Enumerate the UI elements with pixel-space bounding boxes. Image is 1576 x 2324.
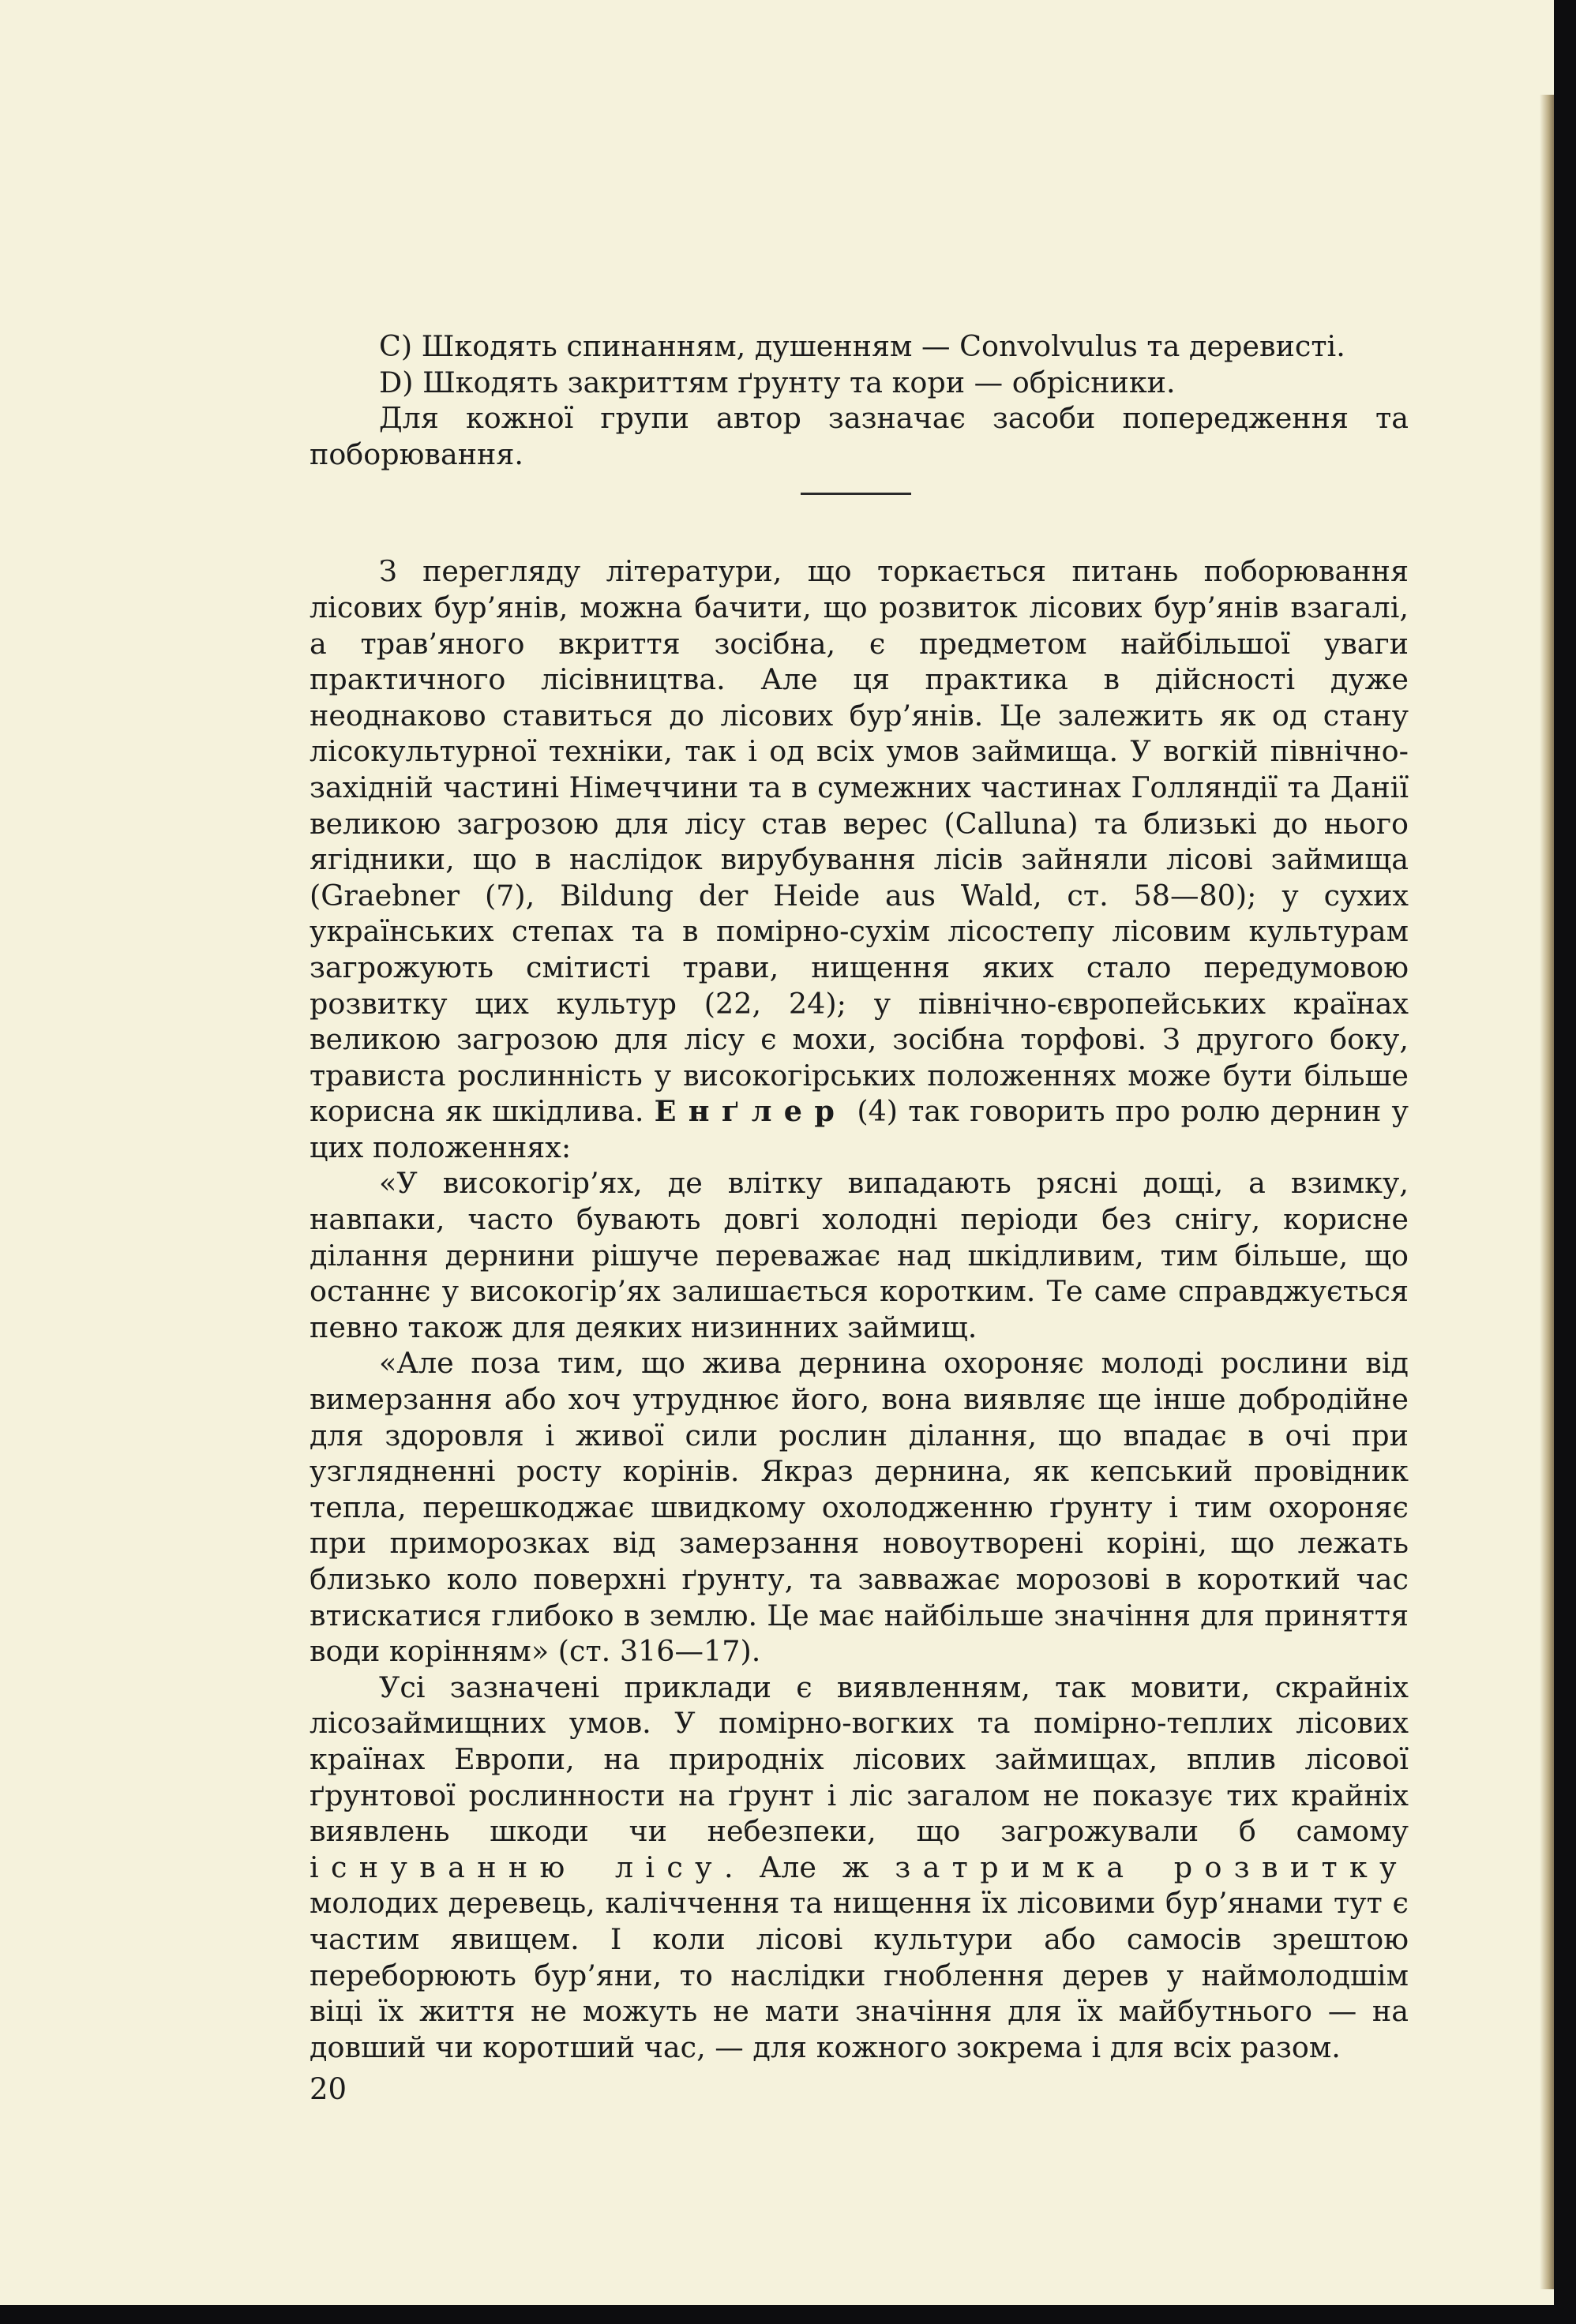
page-number: 20 bbox=[310, 2072, 347, 2106]
literature-review-paragraph bbox=[310, 553, 1409, 1165]
conclusion-text-a: Усі зазначені приклади є виявленням, так мовити, скрайніх лісозаймищних умов. У помірно-вогких та помірно-теплих лісових країнах Европи, на природніх лісових займищах, вплив лісової ґрунтової рослинности на ґрунт і ліс загалом не показує тих крайніх виявлень шкоди чи небезпеки, що загрожували б самому bbox=[310, 1670, 1409, 1849]
emphasis-forest-existence: існуванню лісу bbox=[310, 1850, 724, 1884]
conclusion-paragraph bbox=[310, 1670, 1409, 2066]
quote-paragraph-2: «Але поза тим, що жива дернина охороняє молоді рослини від вимерзання або хоч утруднює його, вона виявляє ще інше добродійне для здоровля і живої сили рослин ділання, що впадає в очі при узглядненні росту корінів. Якраз дернина, як кепський провідник тепла, перешкоджає швидкому охолодженню ґрунту і тим охороняє при приморозках від замерзання новоутворені коріні, що лежать близько коло поверхні ґрунту, та завважає морозові в короткий час втискатися глибоко в землю. Це має найбільше значіння для приняття води корінням» (ст. 316—17). bbox=[310, 1346, 1409, 1669]
literature-review-text: З перегляду літератури, що торкається питань поборювання лісових бур’янів, можна бачити, що розвиток лісових бур’янів взагалі, а трав’яного вкриття зосібна, є предметом найбільшої уваги практичного лісівництва. Але ця практика в дійсності дуже неоднаково ставиться до лісових бур’янів. Це залежить як од стану лісокультурної техніки, так і од всіх умов займища. У вогкій північно-західній частині Німеччини та в сумежних частинах Голляндії та Данії великою загрозою для лісу став верес (Calluna) та близькі до нього ягідники, що в наслідок вирубування лісів зайняли лісові займища (Graebner (7), Bildung der Heide aus Wald, ст. 58—80); у сухих українських степах та в помірно-сухім лісостепу лісовим культурам загрожують смітисті трави, нищення яких стало передумовою розвитку цих культур (22, 24); у північно-європейських країнах великою загрозою для лісу є мохи, зосібна торфові. З другого боку, трависта рослинність у високогірських положеннях може бути більше корисна як шкідлива. bbox=[310, 554, 1409, 1129]
list-item-d: D) Шкодять закриттям ґрунту та кори — обрісники. bbox=[379, 365, 1176, 399]
list-item-c: C) Шкодять спинанням, душенням — Convolvulus та деревисті. bbox=[379, 329, 1345, 363]
conclusion-text-c: молодих деревець, каліччення та нищення їх лісовими бур’янами тут є частим явищем. І коли лісові культури або самосів зрештою переборюють бур’яни, то наслідки гноблення дерев у наймолодшім віці їх життя не можуть не мати значіння для їх майбутнього — на довший чи коротший час, — для кожного зокрема і для всіх разом. bbox=[310, 1886, 1409, 2064]
book-spine-shadow bbox=[1540, 95, 1554, 2289]
conclusion-text-b: . Але ж bbox=[723, 1850, 869, 1884]
emphasis-development-delay: затримка розвитку bbox=[895, 1850, 1409, 1884]
page-text-column bbox=[310, 328, 1409, 2065]
groups-summary-paragraph: Для кожної групи автор зазначає засоби попередження та поборювання. bbox=[310, 401, 1409, 471]
quote-paragraph-1: «У високогір’ях, де влітку випадають рясні дощі, а взимку, навпаки, часто бувають довгі холодні періоди без снігу, корисне ділання дернини рішуче переважає над шкідливим, тим більше, що останнє у високогір’ях залишається коротким. Те саме справджується певно також для деяких низинних займищ. bbox=[310, 1166, 1409, 1344]
literature-review-tail: (4) так говорить про ролю дернин у цих положеннях: bbox=[310, 1094, 1409, 1164]
author-name-engler: Енґлер bbox=[654, 1094, 847, 1129]
